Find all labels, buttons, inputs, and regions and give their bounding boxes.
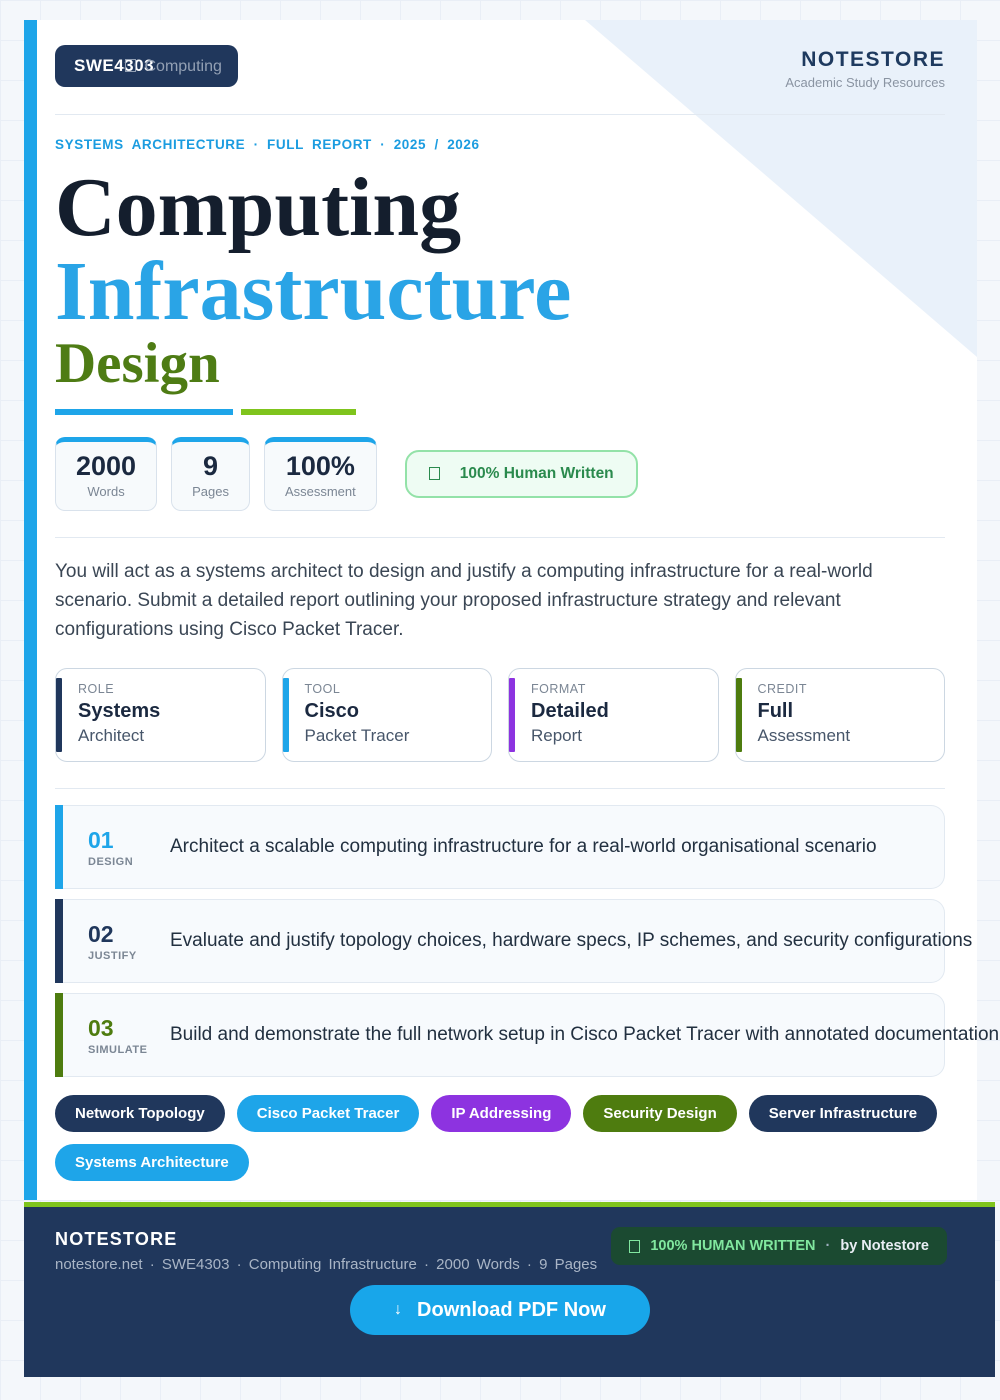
objective-tag: JUSTIFY [88, 949, 137, 962]
info-card-tool [282, 668, 493, 762]
info-card-sub: Packet Tracer [304, 726, 410, 746]
stat-value: 2000 [76, 450, 137, 481]
info-card-title: Full [757, 700, 794, 723]
stats-divider [55, 537, 945, 538]
breadcrumb: SYSTEMS ARCHITECTURE · FULL REPORT · 2025 / 2026 [55, 137, 480, 152]
tag-security-design[interactable]: Security Design [583, 1095, 736, 1132]
download-arrow-icon: ↓ [394, 1301, 403, 1318]
footer-meta: notestore.net · SWE4303 · Computing Infrastructure · 2000 Words · 9 Pages [55, 1256, 598, 1273]
underline-bar-blue [55, 409, 233, 415]
title-line-1: Computing [55, 161, 462, 254]
topic-tags [55, 1095, 955, 1181]
card-accent [56, 678, 62, 752]
info-card-label: TOOL [304, 682, 341, 697]
tag-cisco-packet-tracer[interactable]: Cisco Packet Tracer [237, 1095, 420, 1132]
footer-badge-by: by Notestore [840, 1238, 929, 1254]
course-label-text: Computing [144, 58, 222, 75]
stat-value: 100% [285, 450, 355, 481]
info-card-sub: Report [531, 726, 583, 746]
download-pdf-button[interactable] [350, 1285, 650, 1335]
info-card-label: FORMAT [531, 682, 586, 697]
tag-server-infrastructure[interactable]: Server Infrastructure [749, 1095, 937, 1132]
course-code-badge: SWE4303 [55, 45, 238, 87]
stat-label: Assessment [284, 483, 356, 499]
objective-tag: SIMULATE [88, 1043, 148, 1056]
stat-pages [171, 437, 250, 511]
stat-label: Words [87, 483, 125, 499]
header-divider [55, 114, 945, 115]
title-underline-bars [55, 409, 945, 415]
stat-value: 9 [203, 450, 219, 481]
footer [24, 1202, 995, 1377]
objective-text: Evaluate and justify topology choices, hardware specs, IP schemes, and security configurations [170, 930, 973, 952]
objective-number-block [88, 827, 170, 868]
title-line-2: Infrastructure [55, 245, 572, 338]
info-card-label: CREDIT [757, 682, 808, 697]
info-card-format [508, 668, 719, 762]
tofu-box-icon [429, 467, 440, 480]
objective-text: Build and demonstrate the full network setup in Cisco Packet Tracer with annotated documentation [170, 1024, 1000, 1046]
tofu-box-icon [125, 59, 136, 72]
objective-number: 01 [88, 826, 114, 853]
objective-number-block [88, 1015, 170, 1056]
info-card-label: ROLE [78, 682, 115, 697]
objectives-list [55, 805, 1000, 1077]
brand-tagline: Academic Study Resources [785, 75, 945, 90]
assignment-description: You will act as a systems architect to design and justify a computing infrastructure for a real-world scenario. Submit a detailed report outlining your proposed infrastructure strategy and relevant configurations using Cisco Packet Tracer. [55, 560, 873, 640]
course-label [125, 58, 222, 75]
objective-tag: DESIGN [88, 855, 134, 868]
stat-words [55, 437, 157, 511]
info-card-title: Systems [78, 700, 161, 723]
info-cards-row [55, 668, 945, 762]
objective-accent [55, 805, 63, 889]
tag-systems-architecture[interactable]: Systems Architecture [55, 1144, 249, 1181]
human-written-label: 100% Human Written [459, 464, 614, 482]
tag-ip-addressing[interactable]: IP Addressing [431, 1095, 571, 1132]
page-title [55, 161, 945, 395]
objective-accent [55, 899, 63, 983]
info-card-title: Detailed [531, 700, 609, 723]
tag-network-topology[interactable]: Network Topology [55, 1095, 225, 1132]
brand-block [785, 48, 945, 90]
objective-justify [55, 899, 973, 983]
title-line-3: Design [55, 332, 220, 395]
course-badge-group [55, 45, 222, 87]
objective-simulate [55, 993, 1000, 1077]
stat-assessment [264, 437, 377, 511]
download-button-label: Download PDF Now [417, 1298, 606, 1321]
stat-label: Pages [192, 483, 229, 499]
stats-row [55, 437, 945, 511]
objective-text: Architect a scalable computing infrastructure for a real-world organisational scenario [170, 836, 877, 858]
objective-design [55, 805, 945, 889]
footer-human-written-badge [611, 1227, 947, 1265]
objective-number-block [88, 921, 170, 962]
main-card [37, 20, 1000, 1200]
info-card-role [55, 668, 266, 762]
underline-bar-green [241, 409, 356, 415]
objective-number: 03 [88, 1014, 114, 1041]
human-written-badge [405, 450, 638, 498]
cards-divider [55, 788, 945, 789]
card-accent [283, 678, 289, 752]
header [55, 45, 945, 90]
info-card-title: Cisco [304, 700, 359, 723]
footer-brand: NOTESTORE [55, 1229, 178, 1249]
brand-name: NOTESTORE [801, 48, 945, 71]
card-content [37, 20, 1000, 1200]
info-card-sub: Architect [78, 726, 145, 746]
footer-badge-main: 100% HUMAN WRITTEN [650, 1238, 816, 1254]
info-card-credit [735, 668, 946, 762]
info-card-sub: Assessment [757, 726, 851, 746]
objective-accent [55, 993, 63, 1077]
card-accent [509, 678, 515, 752]
tofu-box-icon [629, 1240, 640, 1253]
left-accent-bar [24, 20, 37, 1200]
objective-number: 02 [88, 920, 114, 947]
card-accent [736, 678, 742, 752]
footer-badge-separator: · [825, 1238, 831, 1254]
